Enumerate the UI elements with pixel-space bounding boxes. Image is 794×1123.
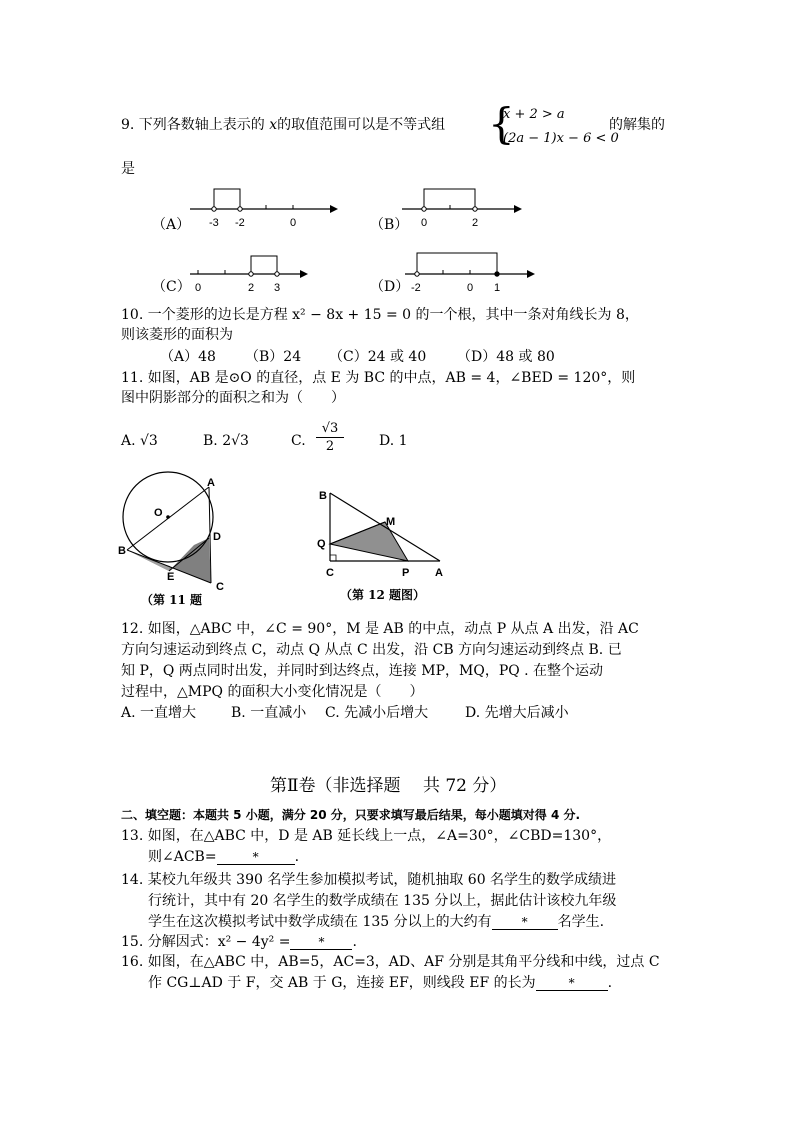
label-d: D [213, 531, 221, 543]
q9-line1 [121, 116, 445, 134]
open-dot [249, 272, 253, 276]
q9-option-b-label: （B） [370, 217, 409, 233]
q9-middle: 的取值范围可以是不等式组 [277, 117, 446, 133]
tick-label: 2 [248, 282, 255, 294]
tick-label: -2 [235, 217, 245, 229]
q9-ineq1: x + 2 > a [503, 107, 565, 122]
q10-option-d: （D）48 或 80 [457, 349, 555, 365]
q9-prefix: 9. 下列各数轴上表示的 [121, 117, 265, 133]
q14-end: 名学生. [557, 914, 605, 930]
fill-in-section-header: 二、填空题：本题共 5 小题，满分 20 分，只要求填写最后结果，每小题填对得 4 分. [121, 808, 581, 822]
range-box [251, 256, 277, 274]
q11-option-d: D. 1 [379, 433, 408, 449]
q10-line2: 则该菱形的面积为 [121, 327, 233, 343]
q15-end: . [352, 934, 357, 950]
q13-text: 则∠ACB= [148, 849, 217, 865]
q14-line3 [148, 913, 604, 931]
label-m: M [386, 516, 396, 528]
closed-dot [495, 272, 499, 276]
q11-option-a: A. √3 [121, 433, 158, 449]
q11-line1: 11. 如图，AB 是⊙O 的直径，点 E 为 BC 的中点，AB = 4，∠BED = 120°，则 [121, 370, 636, 386]
figure-11-caption: （第 11 题 [141, 593, 203, 607]
label-b: B [319, 490, 327, 502]
open-dot [422, 207, 426, 211]
q12-option-d: D. 先增大后减小 [465, 705, 569, 721]
q9-var: x [269, 117, 278, 133]
q12-options [121, 704, 569, 722]
q13-line2 [148, 848, 299, 866]
q11-line2: 图中阴影部分的面积之和为（ ） [121, 390, 345, 406]
open-dot [275, 272, 279, 276]
open-dot [238, 207, 242, 211]
q16-line1: 16. 如图，在△ABC 中，AB=5，AC=3，AD、AF 分别是其角平分线和中线，过点 C [121, 954, 660, 970]
q12-line3: 知 P，Q 两点同时出发，并同时到达终点，连接 MP，MQ，PQ . 在整个运动 [121, 663, 604, 679]
q15-line [121, 933, 357, 951]
tick-label: 2 [472, 217, 479, 229]
q15-text: 15. 分解因式：x² − 4y² = [121, 934, 291, 950]
range-box [214, 189, 240, 209]
q15-answer-blank[interactable]: * [290, 935, 352, 950]
q9-ineq2: (2a − 1)x − 6 < 0 [503, 131, 619, 146]
fraction-numerator: √3 [316, 420, 344, 438]
q9-option-a-label: （A） [152, 217, 191, 233]
label-p: P [402, 567, 410, 579]
right-angle-mark [330, 555, 336, 561]
q11-option-b: B. 2√3 [203, 433, 249, 449]
tick-label: 0 [421, 217, 428, 229]
label-c: C [326, 567, 334, 579]
q12-option-a: A. 一直增大 [121, 705, 197, 721]
arrow-icon [527, 270, 535, 278]
q12-line4: 过程中，△MPQ 的面积大小变化情况是（ ） [121, 684, 424, 700]
number-line-a [190, 185, 340, 230]
arrow-icon [300, 270, 308, 278]
q9-brace: { [488, 99, 515, 148]
label-e: E [167, 571, 175, 583]
number-line-c [190, 250, 320, 295]
label-b: B [118, 545, 126, 557]
q16-line2 [148, 974, 612, 992]
q16-end: . [607, 975, 613, 991]
tick-label: 0 [195, 282, 202, 294]
label-a: A [207, 477, 215, 489]
center-dot [166, 515, 170, 519]
tick-label: 1 [494, 282, 501, 294]
q11-option-c-fraction [316, 420, 344, 455]
label-c: C [216, 581, 224, 593]
q13-line1: 13. 如图，在△ABC 中，D 是 AB 延长线上一点，∠A=30°，∠CBD=130°， [121, 828, 612, 844]
open-dot [212, 207, 216, 211]
fraction-denominator: 2 [325, 439, 335, 454]
q14-line1: 14. 某校九年级共 390 名学生参加模拟考试，随机抽取 60 名学生的数学成绩进 [121, 872, 617, 888]
figure-12-caption: （第 12 题图） [340, 588, 426, 602]
q16-answer-blank[interactable]: * [536, 976, 608, 991]
q12-option-c: C. 先减小后增大 [325, 705, 429, 721]
q14-answer-blank[interactable]: * [492, 915, 558, 930]
q11-option-c-prefix: C. [291, 433, 306, 449]
q12-option-b: B. 一直减小 [231, 705, 307, 721]
figure-12 [310, 485, 455, 585]
q10-option-a: （A）48 [160, 349, 216, 365]
tick-label: -3 [209, 217, 219, 229]
q9-suffix: 的解集的 [609, 117, 665, 133]
range-box [417, 253, 497, 274]
arrow-icon [330, 205, 338, 213]
figure-11 [112, 470, 237, 595]
number-line-b [402, 185, 532, 230]
label-o: O [154, 507, 163, 519]
arrow-icon [514, 205, 522, 213]
open-dot [415, 272, 419, 276]
q10-option-b: （B）24 [245, 349, 302, 365]
q13-answer-blank[interactable]: * [217, 850, 295, 865]
q9-option-d-label: （D） [370, 279, 410, 295]
q14-text: 学生在这次模拟考试中数学成绩在 135 分以上的大约有 [148, 914, 492, 930]
q14-line2: 行统计，其中有 20 名学生的数学成绩在 135 分以上，据此估计该校九年级 [148, 893, 617, 909]
shaded-segment [127, 550, 170, 571]
q10-options [160, 348, 555, 366]
label-q: Q [317, 538, 326, 550]
q10-line1: 10. 一个菱形的边长是方程 x² − 8x + 15 = 0 的一个根，其中一条对角线长为 8， [121, 307, 639, 323]
q12-line1: 12. 如图，△ABC 中，∠C = 90°，M 是 AB 的中点，动点 P 从点 A 出发，沿 AC [121, 621, 639, 637]
label-a: A [435, 567, 443, 579]
q16-text: 作 CG⊥AD 于 F，交 AB 于 G，连接 EF，则线段 EF 的长为 [148, 975, 536, 991]
q12-line2: 方向匀速运动到终点 C，动点 Q 从点 C 出发，沿 CB 方向匀速运动到终点 B. 已 [121, 642, 622, 658]
q9-line2: 是 [121, 161, 135, 177]
q10-option-c: （C）24 或 40 [329, 349, 427, 365]
tick-label: 3 [274, 282, 281, 294]
tick-label: 0 [467, 282, 474, 294]
tick-label: -2 [411, 282, 421, 294]
open-dot [473, 207, 477, 211]
tick-label: 0 [290, 217, 297, 229]
q9-option-c-label: （C） [152, 279, 191, 295]
q13-end: . [294, 849, 300, 865]
shaded-triangle-mpq [330, 522, 408, 561]
part2-title: 第Ⅱ卷（非选择题 共 72 分） [270, 776, 507, 796]
number-line-d [405, 250, 545, 295]
